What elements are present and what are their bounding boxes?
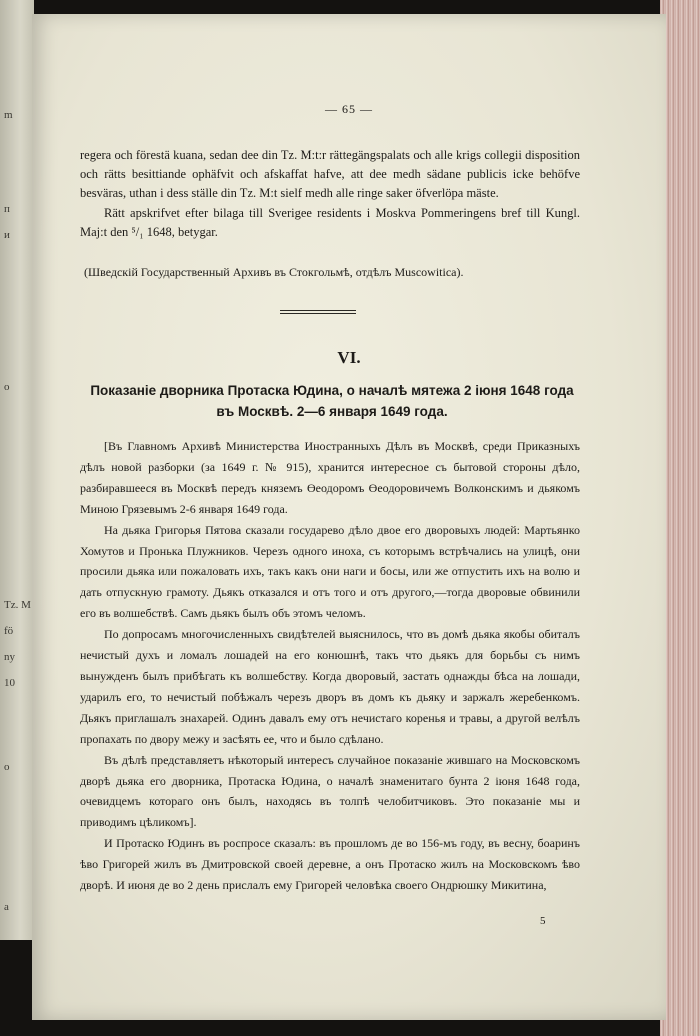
paragraph: [Въ Главномъ Архивѣ Министерства Иностранныхъ Дѣлъ въ Москвѣ, среди Приказныхъ дѣлъ новой разборки (за 1649 г. № 915), хранится интересное съ бытовой стороны дѣло, разбиравшееся въ Москвѣ передъ княземъ Өеодоромъ Өеодоровичемъ Волконскимъ и дьякомъ Миною Грязевымъ 2-6 января 1649 года. [80,439,580,516]
left-page-fragment: a [4,901,9,913]
archive-citation: (Шведскій Государственный Архивъ въ Стокгольмѣ, отдѣлъ Muscowitica). [84,265,464,279]
book-page [32,14,666,1020]
book-page-edges [660,0,700,1036]
paragraph: На дьяка Григорья Пятова сказали государево дѣло двое его дворовыхъ людей: Мартьянко Хомутов и Пронька Плужников. Черезъ одного иноха, съ которымъ встрѣчались на улицѣ, они просили дьяка или пожаловать ихъ, такъ какъ они наги и босы, или же отпустить ихъ на волю и дать отпускную грамоту. Дьякъ отказался и отъ того и отъ другого,—тогда дворовые обвинили его въ волшебствѣ. Самъ дьякъ былъ объ этомъ челомъ. [80,522,580,621]
swedish-text-block [80,146,580,242]
left-page-fragment: ny [4,651,15,663]
left-page-fragment: о [4,381,10,393]
main-text-block [80,436,580,896]
page-number: — 65 — [325,102,373,116]
left-page-fragment: Tz. M [4,599,31,611]
paragraph: И Протаско Юдинъ въ роспросе сказалъ: въ прошломъ де во 156-мъ году, въ весну, боаринъ ѣво Григорей жилъ въ Дмитровской своей деревне, а онъ Протаско жилъ на Московскомъ ѣво дворѣ. И июня де во 2 день прислалъ ему Григорей человѣка своего Ондрюшку Микитина, [80,836,580,893]
left-page-fragment: o [4,761,10,773]
section-divider [280,310,356,314]
paragraph: По допросамъ многочисленныхъ свидѣтелей выяснилось, что въ домѣ дьяка якобы обиталъ нечистый духъ и ломалъ лошадей на его конюшнѣ, такъ что дьякъ для борьбы съ нимъ вынужденъ былъ прибѣгать къ волшебству. Когда дворовый, застать однажды бѣса на лошади, ударилъ его, то нечистый побѣжалъ черезъ дворъ въ домъ къ дьяку и заржалъ жеребенкомъ. Дьякъ приглашалъ знахарей. Одинъ давалъ ему отъ нечистаго коренья и травы, а другой велѣлъ пропахать по двору межу и засѣять ее, что и было сдѣлано. [80,627,580,746]
left-page-fragment: п [4,203,10,215]
paragraph: Въ дѣлѣ представляетъ нѣкоторый интересъ случайное показаніе жившаго на Московскомъ дворѣ дьяка его дворника, Протаска Юдина, о началѣ знаменитаго бунта 2 іюня 1648 года, очевидцемъ котораго онъ былъ, находясь въ толпѣ челобитчиковъ. Это показаніе мы и приводимъ цѣликомъ]. [80,752,580,830]
swedish-note: Rätt apskrifvet efter bilaga till Sverigee residents i Moskva Pommeringens bref till Kungl. Maj:t den ⁵/₁ 1648, betygar. [80,205,580,239]
section-title [72,380,592,422]
section-title-line: Показаніе дворника Протаска Юдина, о началѣ мятежа 2 іюня 1648 года [90,383,574,398]
section-number: VI. [337,348,361,367]
swedish-paragraph: regera och förestä kuana, sedan dee din Tz. M:t:r rättegängspalats och alle krigs collegii disposition och rätts besittiande ophäfvit och afskaffat hafve, att dee medh sädane publicis icke behöfve besväras, uthan i dess ställe din Tz. M:t sielf medh alle ringe saker öfverlöpa mäste. [80,148,580,201]
signature-mark: 5 [540,915,546,927]
facing-left-page [0,0,34,940]
left-page-fragment: и [4,229,10,241]
section-title-line: въ Москвѣ. 2—6 января 1649 года. [216,404,448,419]
left-page-fragment: 10 [4,677,15,689]
left-page-fragment: fö [4,625,14,637]
left-page-fragment: m [4,109,13,121]
